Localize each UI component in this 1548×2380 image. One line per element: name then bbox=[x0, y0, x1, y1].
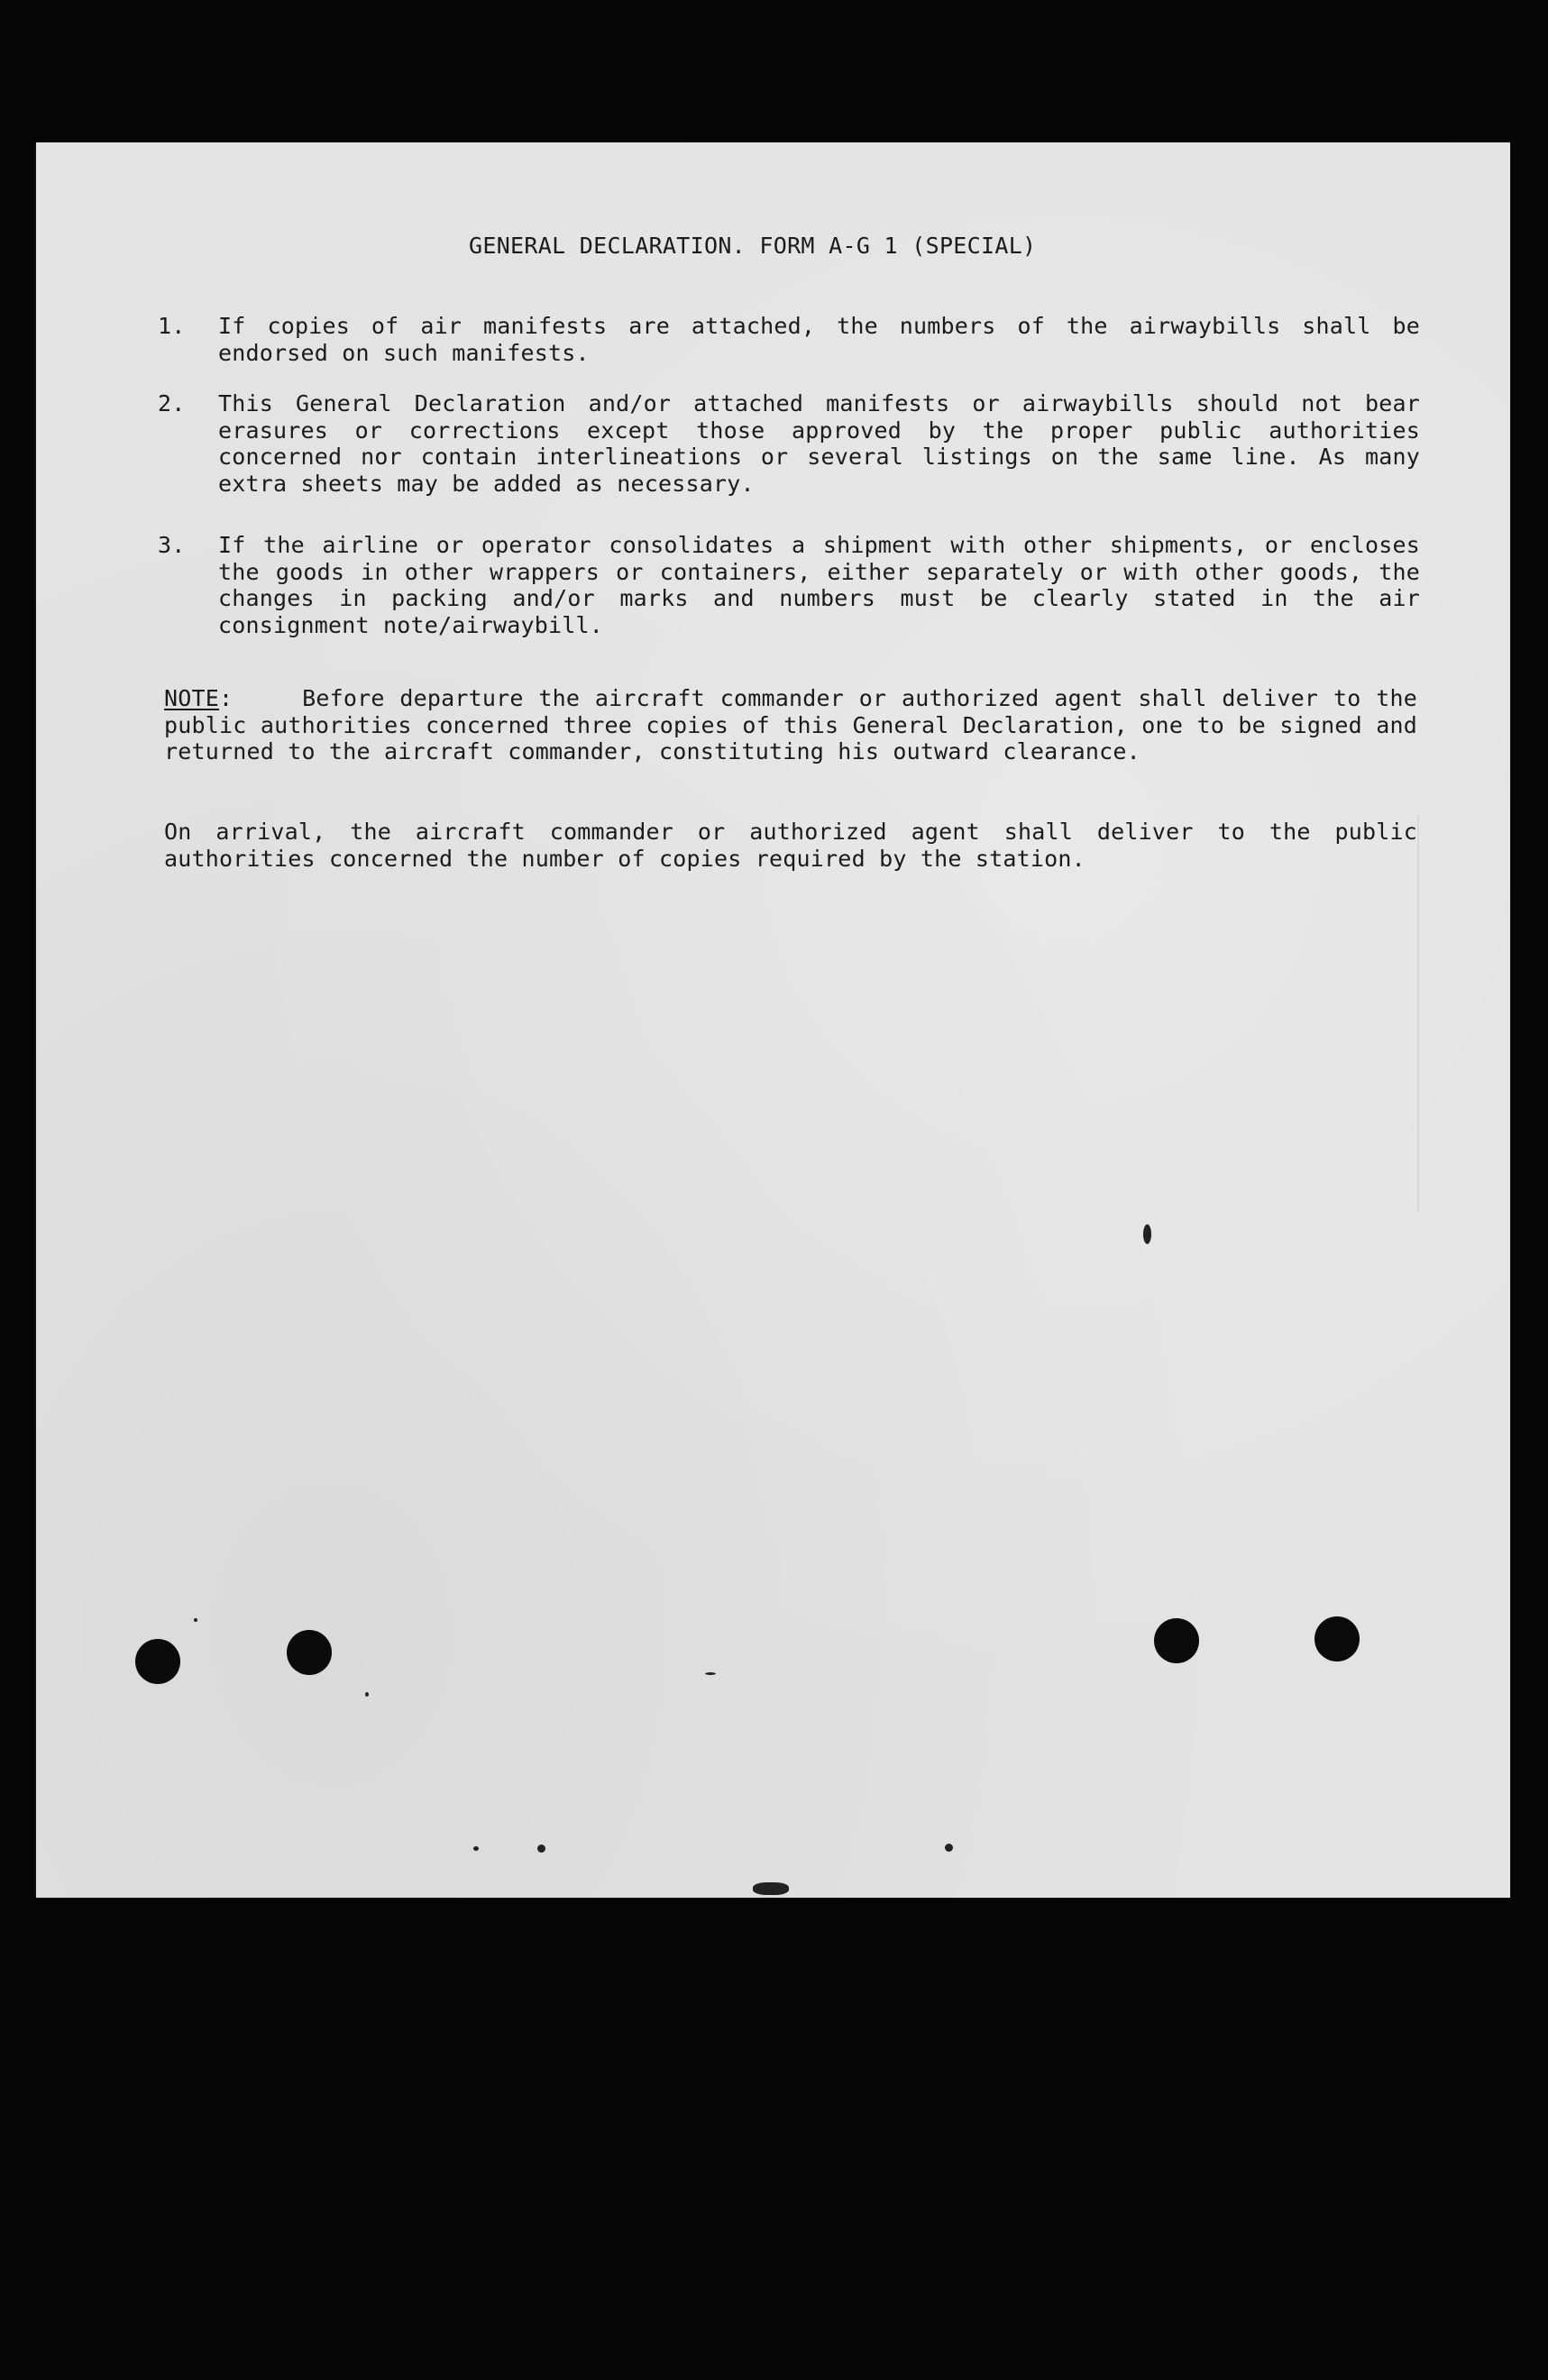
instruction-item-3 bbox=[158, 532, 1420, 638]
item-number: 1. bbox=[158, 313, 186, 339]
item-text: This General Declaration and/or attached manifests or airwaybills should not bear erasures or corrections except those approved by the proper public authorities concerned nor contain interlineations or several listings on the same line. As many extra sheets may be added as necessary. bbox=[218, 390, 1420, 497]
instruction-item-2 bbox=[158, 390, 1420, 497]
note-text: Before departure the aircraft commander or authorized agent shall deliver to the public authorities concerned three copies of this General Declaration, one to be signed and returned to the aircraft commander, constituting his outward clearance. bbox=[164, 685, 1417, 764]
faint-show-through-line bbox=[1417, 814, 1419, 1211]
punch-hole bbox=[287, 1630, 332, 1675]
note-colon: : bbox=[219, 685, 234, 711]
document-title: GENERAL DECLARATION. FORM A-G 1 (SPECIAL) bbox=[469, 233, 1037, 259]
item-text: If copies of air manifests are attached, the numbers of the airwaybills shall be endorsed on such manifests. bbox=[218, 313, 1420, 366]
ink-speck bbox=[194, 1618, 197, 1622]
ink-speck bbox=[537, 1844, 545, 1853]
ink-speck bbox=[1143, 1224, 1151, 1244]
ink-speck bbox=[705, 1672, 716, 1675]
item-number: 3. bbox=[158, 532, 186, 558]
punch-hole bbox=[1154, 1618, 1199, 1663]
ink-speck bbox=[753, 1882, 789, 1895]
item-number: 2. bbox=[158, 390, 186, 416]
instruction-item-1 bbox=[158, 313, 1420, 366]
ink-speck bbox=[945, 1844, 953, 1852]
punch-hole bbox=[135, 1639, 180, 1684]
note-label: NOTE bbox=[164, 685, 220, 711]
note-paragraph bbox=[164, 685, 1417, 765]
punch-hole bbox=[1314, 1616, 1360, 1661]
arrival-paragraph: On arrival, the aircraft commander or authorized agent shall deliver to the public authorities concerned the number of copies required by the station. bbox=[164, 819, 1417, 872]
item-text: If the airline or operator consolidates a shipment with other shipments, or encloses the goods in other wrappers or containers, either separately or with other goods, the changes in packing and/or marks and numbers must be clearly stated in the air consignment note/airwaybill. bbox=[218, 532, 1420, 638]
ink-speck bbox=[365, 1692, 369, 1697]
ink-speck bbox=[473, 1846, 479, 1851]
